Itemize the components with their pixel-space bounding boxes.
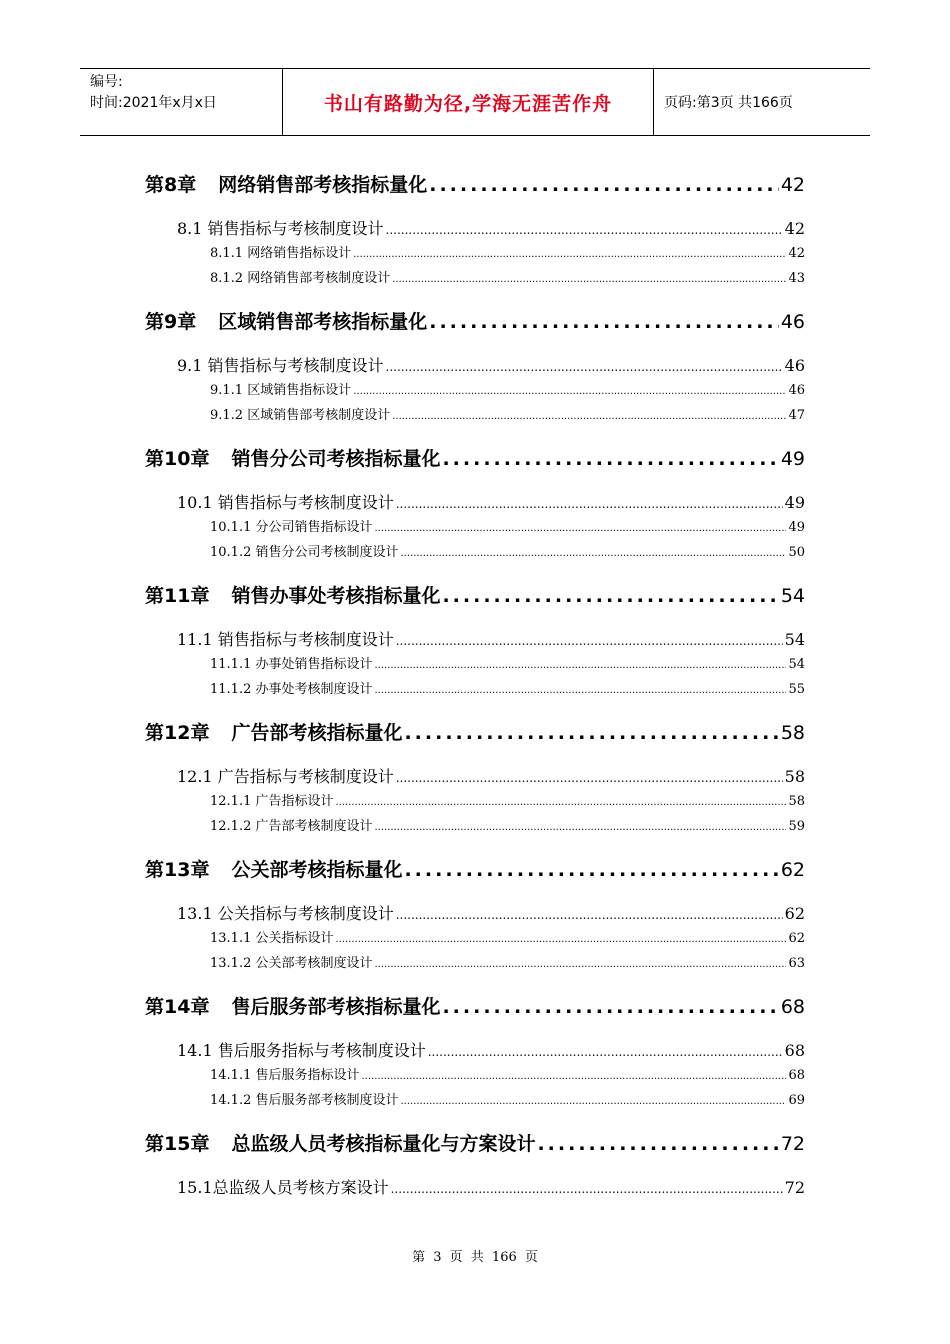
toc-chapter-block	[145, 168, 805, 291]
toc-subsection-title: 9.1.1 区域销售指标设计	[210, 383, 352, 398]
toc-chapter-heading	[145, 442, 440, 476]
header-left-cell	[80, 69, 282, 135]
toc-section-entry[interactable]	[145, 764, 805, 789]
toc-leader-dots	[537, 1127, 778, 1161]
toc-chapter-title: 区域销售部考核指标量化	[218, 311, 428, 333]
toc-chapter-entry[interactable]	[145, 168, 805, 202]
toc-section-entry[interactable]	[145, 216, 805, 241]
page-header	[80, 68, 870, 136]
toc-leader-dots	[429, 168, 779, 202]
toc-leader-dots	[400, 541, 786, 566]
toc-section-entry[interactable]	[145, 353, 805, 378]
toc-leader-dots	[396, 903, 783, 928]
toc-section-title: 15.1总监级人员考核方案设计	[177, 1178, 389, 1197]
toc-subsection-page: 68	[788, 1068, 805, 1083]
toc-chapter-heading	[145, 853, 402, 887]
toc-leader-dots	[396, 629, 783, 654]
toc-chapter-block	[145, 990, 805, 1113]
toc-subsection-title: 8.1.1 网络销售指标设计	[210, 246, 352, 261]
header-page-label: 页码:第3页 共166页	[664, 95, 793, 111]
toc-subsection-title: 8.1.2 网络销售部考核制度设计	[210, 271, 391, 286]
toc-chapter-number: 第12章	[145, 722, 210, 744]
toc-leader-dots	[391, 1177, 783, 1202]
toc-subsection-entry[interactable]	[145, 241, 805, 266]
toc-leader-dots	[386, 355, 783, 380]
toc-chapter-entry[interactable]	[145, 579, 805, 613]
toc-section-page: 68	[784, 1041, 805, 1060]
header-motto: 书山有路勤为径,学海无涯苦作舟	[282, 69, 654, 135]
toc-subsection-page: 49	[788, 520, 805, 535]
toc-chapter-title: 公关部考核指标量化	[231, 859, 403, 881]
toc-leader-dots	[353, 379, 786, 404]
toc-section-entry[interactable]	[145, 901, 805, 926]
toc-subsection-title: 11.1.2 办事处考核制度设计	[210, 682, 373, 697]
toc-leader-dots	[442, 990, 778, 1024]
toc-subsection-entry[interactable]	[145, 951, 805, 976]
toc-chapter-title: 销售分公司考核指标量化	[231, 448, 441, 470]
toc-leader-dots	[442, 579, 778, 613]
toc-chapter-page: 68	[780, 996, 805, 1018]
toc-subsection-page: 54	[788, 657, 805, 672]
toc-chapter-entry[interactable]	[145, 716, 805, 750]
toc-chapter-title: 网络销售部考核指标量化	[218, 174, 428, 196]
toc-section-title: 9.1 销售指标与考核制度设计	[177, 356, 384, 375]
toc-chapter-heading	[145, 990, 440, 1024]
toc-subsection-page: 59	[788, 819, 805, 834]
toc-section-page: 54	[784, 630, 805, 649]
toc-leader-dots	[429, 305, 779, 339]
toc-leader-dots	[353, 242, 786, 267]
toc-subsection-title: 14.1.2 售后服务部考核制度设计	[210, 1093, 399, 1108]
toc-section-page: 42	[784, 219, 805, 238]
toc-chapter-block	[145, 579, 805, 702]
toc-subsection-page: 46	[788, 383, 805, 398]
toc-leader-dots	[374, 678, 786, 703]
toc-subsection-page: 47	[788, 408, 805, 423]
toc-subsection-entry[interactable]	[145, 378, 805, 403]
toc-chapter-heading	[145, 168, 427, 202]
toc-section-entry[interactable]	[145, 1175, 805, 1200]
toc-section-title: 8.1 销售指标与考核制度设计	[177, 219, 384, 238]
toc-chapter-page: 42	[780, 174, 805, 196]
toc-chapter-number: 第9章	[145, 311, 197, 333]
toc-subsection-entry[interactable]	[145, 814, 805, 839]
toc-subsection-page: 63	[788, 956, 805, 971]
toc-section-title: 11.1 销售指标与考核制度设计	[177, 630, 394, 649]
toc-chapter-page: 62	[780, 859, 805, 881]
toc-leader-dots	[386, 218, 783, 243]
toc-subsection-page: 69	[788, 1093, 805, 1108]
toc-subsection-title: 12.1.2 广告部考核制度设计	[210, 819, 373, 834]
toc-subsection-page: 43	[788, 271, 805, 286]
toc-subsection-title: 12.1.1 广告指标设计	[210, 794, 334, 809]
toc-subsection-title: 10.1.1 分公司销售指标设计	[210, 520, 373, 535]
toc-leader-dots	[374, 516, 786, 541]
toc-chapter-title: 售后服务部考核指标量化	[231, 996, 441, 1018]
toc-subsection-title: 13.1.2 公关部考核制度设计	[210, 956, 373, 971]
toc-leader-dots	[396, 766, 783, 791]
toc-leader-dots	[396, 492, 783, 517]
toc-chapter-number: 第14章	[145, 996, 210, 1018]
toc-section-entry[interactable]	[145, 1038, 805, 1063]
page-footer: 第 3 页 共 166 页	[412, 1250, 538, 1265]
toc-subsection-page: 42	[788, 246, 805, 261]
toc-section-page: 46	[784, 356, 805, 375]
toc-leader-dots	[361, 1064, 786, 1089]
toc-subsection-entry[interactable]	[145, 515, 805, 540]
toc-chapter-block	[145, 305, 805, 428]
toc-chapter-title: 总监级人员考核指标量化与方案设计	[231, 1133, 536, 1155]
toc-subsection-entry[interactable]	[145, 540, 805, 565]
toc-chapter-heading	[145, 579, 440, 613]
toc-subsection-entry[interactable]	[145, 403, 805, 428]
document-date-label: 时间:2021年x月x日	[90, 95, 217, 111]
toc-chapter-page: 58	[780, 722, 805, 744]
toc-subsection-page: 62	[788, 931, 805, 946]
toc-chapter-page: 46	[780, 311, 805, 333]
toc-leader-dots	[335, 790, 786, 815]
toc-leader-dots	[374, 653, 786, 678]
toc-chapter-number: 第15章	[145, 1133, 210, 1155]
toc-chapter-block	[145, 853, 805, 976]
toc-section-title: 12.1 广告指标与考核制度设计	[177, 767, 394, 786]
toc-chapter-page: 72	[780, 1133, 805, 1155]
toc-subsection-title: 9.1.2 区域销售部考核制度设计	[210, 408, 391, 423]
toc-chapter-title: 广告部考核指标量化	[231, 722, 403, 744]
toc-chapter-page: 49	[780, 448, 805, 470]
toc-chapter-title: 销售办事处考核指标量化	[231, 585, 441, 607]
toc-leader-dots	[335, 927, 786, 952]
toc-subsection-entry[interactable]	[145, 926, 805, 951]
table-of-contents	[145, 168, 805, 1214]
toc-chapter-block	[145, 716, 805, 839]
toc-leader-dots	[404, 716, 778, 750]
toc-subsection-entry[interactable]	[145, 1063, 805, 1088]
toc-subsection-page: 55	[788, 682, 805, 697]
toc-leader-dots	[404, 853, 778, 887]
toc-section-title: 14.1 售后服务指标与考核制度设计	[177, 1041, 426, 1060]
toc-chapter-entry[interactable]	[145, 990, 805, 1024]
toc-section-page: 49	[784, 493, 805, 512]
toc-chapter-number: 第8章	[145, 174, 197, 196]
toc-leader-dots	[374, 952, 786, 977]
toc-subsection-title: 13.1.1 公关指标设计	[210, 931, 334, 946]
toc-chapter-page: 54	[780, 585, 805, 607]
toc-chapter-entry[interactable]	[145, 1127, 805, 1161]
toc-chapter-entry[interactable]	[145, 305, 805, 339]
toc-subsection-entry[interactable]	[145, 1088, 805, 1113]
toc-chapter-number: 第11章	[145, 585, 210, 607]
toc-subsection-entry[interactable]	[145, 266, 805, 291]
toc-section-title: 10.1 销售指标与考核制度设计	[177, 493, 394, 512]
toc-chapter-entry[interactable]	[145, 853, 805, 887]
toc-chapter-heading	[145, 305, 427, 339]
toc-subsection-entry[interactable]	[145, 677, 805, 702]
toc-subsection-title: 14.1.1 售后服务指标设计	[210, 1068, 360, 1083]
toc-subsection-page: 50	[788, 545, 805, 560]
toc-chapter-number: 第13章	[145, 859, 210, 881]
toc-subsection-entry[interactable]	[145, 652, 805, 677]
toc-leader-dots	[392, 404, 786, 429]
toc-chapter-entry[interactable]	[145, 442, 805, 476]
toc-chapter-heading	[145, 716, 402, 750]
toc-leader-dots	[428, 1040, 783, 1065]
toc-subsection-title: 10.1.2 销售分公司考核制度设计	[210, 545, 399, 560]
toc-section-entry[interactable]	[145, 490, 805, 515]
toc-chapter-number: 第10章	[145, 448, 210, 470]
toc-section-page: 62	[784, 904, 805, 923]
toc-section-page: 58	[784, 767, 805, 786]
toc-chapter-block	[145, 1127, 805, 1200]
toc-subsection-page: 58	[788, 794, 805, 809]
toc-section-title: 13.1 公关指标与考核制度设计	[177, 904, 394, 923]
toc-subsection-entry[interactable]	[145, 789, 805, 814]
toc-leader-dots	[400, 1089, 786, 1114]
toc-leader-dots	[392, 267, 786, 292]
toc-leader-dots	[442, 442, 778, 476]
toc-section-page: 72	[784, 1178, 805, 1197]
toc-chapter-block	[145, 442, 805, 565]
document-number-label: 编号:	[90, 74, 123, 90]
toc-chapter-heading	[145, 1127, 535, 1161]
toc-subsection-title: 11.1.1 办事处销售指标设计	[210, 657, 373, 672]
toc-section-entry[interactable]	[145, 627, 805, 652]
toc-leader-dots	[374, 815, 786, 840]
